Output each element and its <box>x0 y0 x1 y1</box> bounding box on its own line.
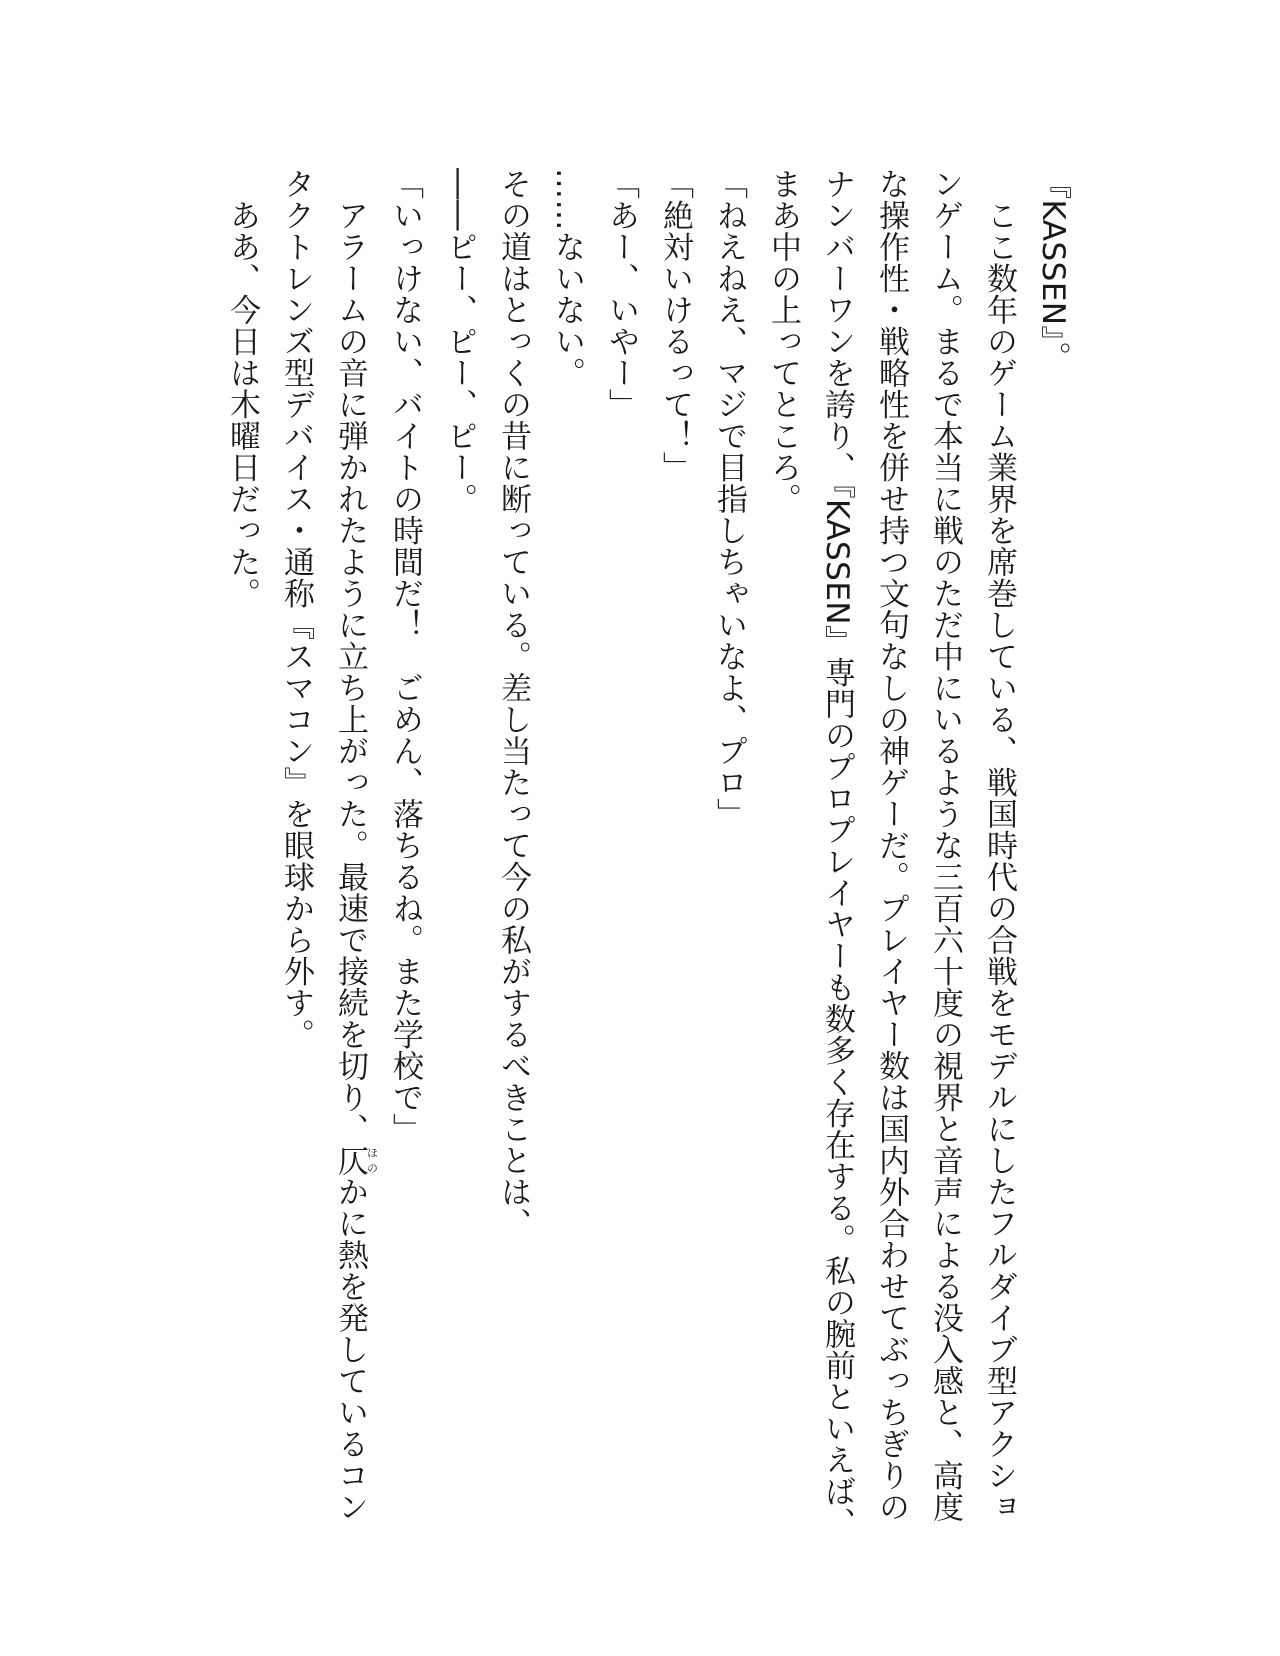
ruby-reading: ほの <box>365 1144 379 1176</box>
paragraph-title: 『KASSEN』。 <box>1035 168 1071 374</box>
paragraph-alarm <box>269 168 378 1548</box>
paragraph-game-description: ここ数年のゲーム業界を席巻している、戦国時代の合戦をモデルにしたフルダイブ型アクションゲーム。まるで本当に戦のただ中にいるような三百六十度の視界と音声による没入感と、高度な操作性・戦略性を併せ持つ文句なしの神ゲーだ。プレイヤー数は国内外合わせてぶっちぎりのナンバーワンを誇り、『KASSEN』専門のプロプレイヤーも数多く存在する。私の腕前といえば、まあ中の上ってところ。 <box>765 168 1017 1539</box>
paragraph-line: その道はとっくの昔に断っている。差し当たって今の私がするべきことは、 <box>495 168 531 1239</box>
dialogue-line: 「絶対いけるって！」 <box>657 168 693 483</box>
paragraph-alarm-before: アラームの音に弾かれたように立ち上がった。最速で接続を切り、 <box>332 168 368 1145</box>
paragraph-closing: ああ、今日は木曜日だった。 <box>224 168 260 609</box>
ruby-base: 仄 <box>332 1144 368 1176</box>
dialogue-line: 「あー、いやー」 <box>603 168 639 420</box>
dialogue-line: 「いっけない、バイトの時間だ！ ごめん、落ちるね。また学校で」 <box>387 168 423 1145</box>
dialogue-line: 「ねえねえ、マジで目指しちゃいなよ、プロ」 <box>711 168 747 830</box>
paragraph-alarm-after: かに熱を発しているコンタクトレンズ型デバイス・通称『スマコン』を眼球から外す。 <box>278 168 368 1523</box>
alarm-sound-line: ――ピー、ピー、ピー。 <box>441 168 477 515</box>
vertical-text-body <box>200 168 1080 1548</box>
ruby-word <box>332 1144 379 1177</box>
paragraph-line: ……ないない。 <box>549 168 585 389</box>
